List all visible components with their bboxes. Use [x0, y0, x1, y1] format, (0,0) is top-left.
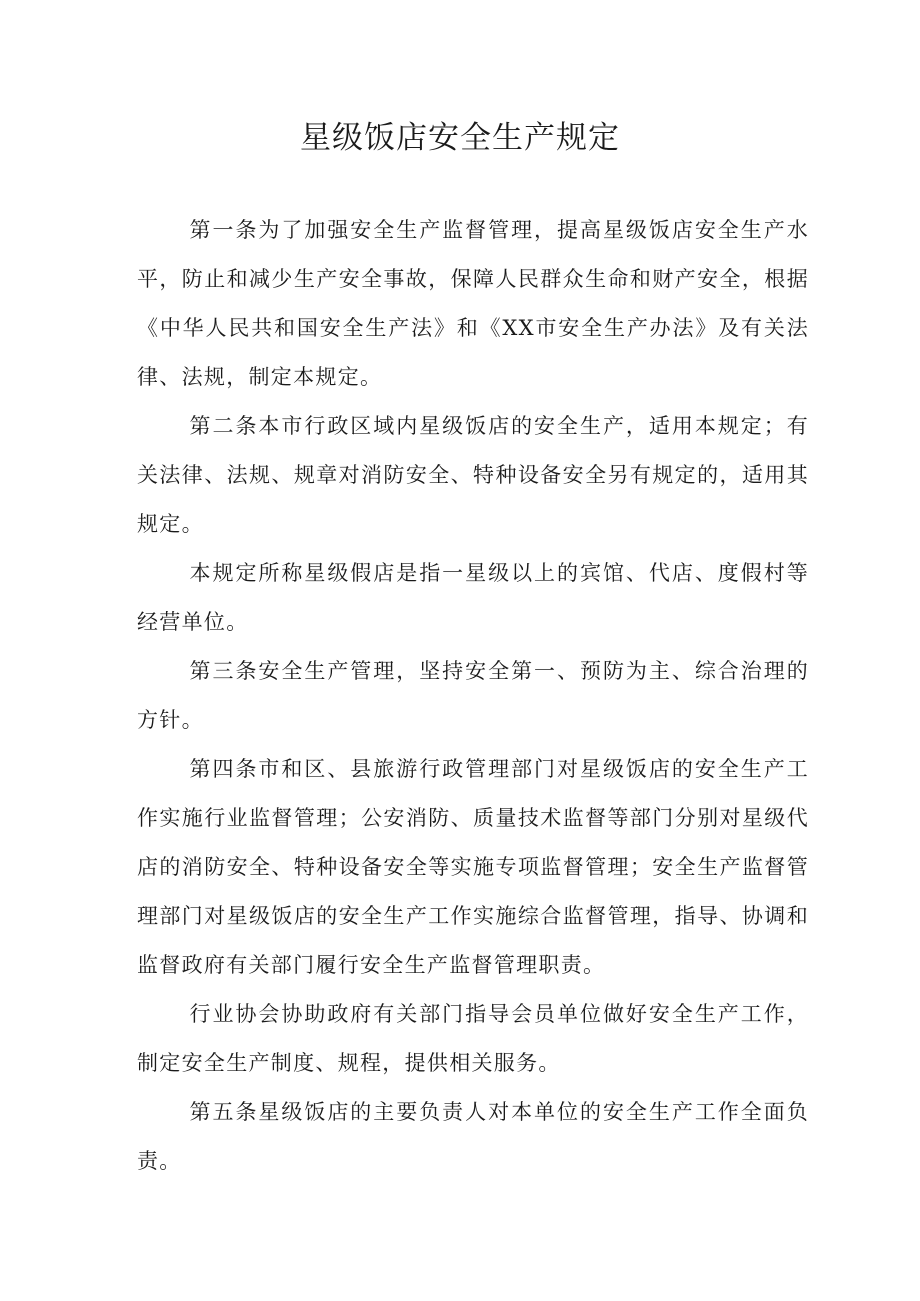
- document-body: [137, 206, 809, 1186]
- paragraph-article-5: 第五条星级饭店的主要负责人对本单位的安全生产工作全面负责。: [137, 1100, 809, 1173]
- paragraph-industry-association: 行业协会协助政府有关部门指导会员单位做好安全生产工作，制定安全生产制度、规程，提供相关服务。: [137, 1002, 809, 1075]
- paragraph-article-1: 第一条为了加强安全生产监督管理，提高星级饭店安全生产水平，防止和减少生产安全事故，保障人民群众生命和财产安全，根据《中华人民共和国安全生产法》和《XX市安全生产办法》及有关法律、法规，制定本规定。: [137, 218, 809, 389]
- paragraph-definition: 本规定所称星级假店是指一星级以上的宾馆、代店、度假村等经营单位。: [137, 561, 809, 634]
- paragraph-article-4: 第四条市和区、县旅游行政管理部门对星级饭店的安全生产工作实施行业监督管理；公安消防、质量技术监督等部门分别对星级代店的消防安全、特种设备安全等实施专项监督管理；安全生产监督管理部门对星级饭店的安全生产工作实施综合监督管理，指导、协调和监督政府有关部门履行安全生产监督管理职责。: [137, 757, 809, 977]
- document-title: 星级饭店安全生产规定: [300, 120, 620, 156]
- paragraph-article-3: 第三条安全生产管理，坚持安全第一、预防为主、综合治理的方针。: [137, 659, 809, 732]
- paragraph-article-2: 第二条本市行政区域内星级饭店的安全生产，适用本规定；有关法律、法规、规章对消防安全、特种设备安全另有规定的，适用其规定。: [137, 414, 809, 536]
